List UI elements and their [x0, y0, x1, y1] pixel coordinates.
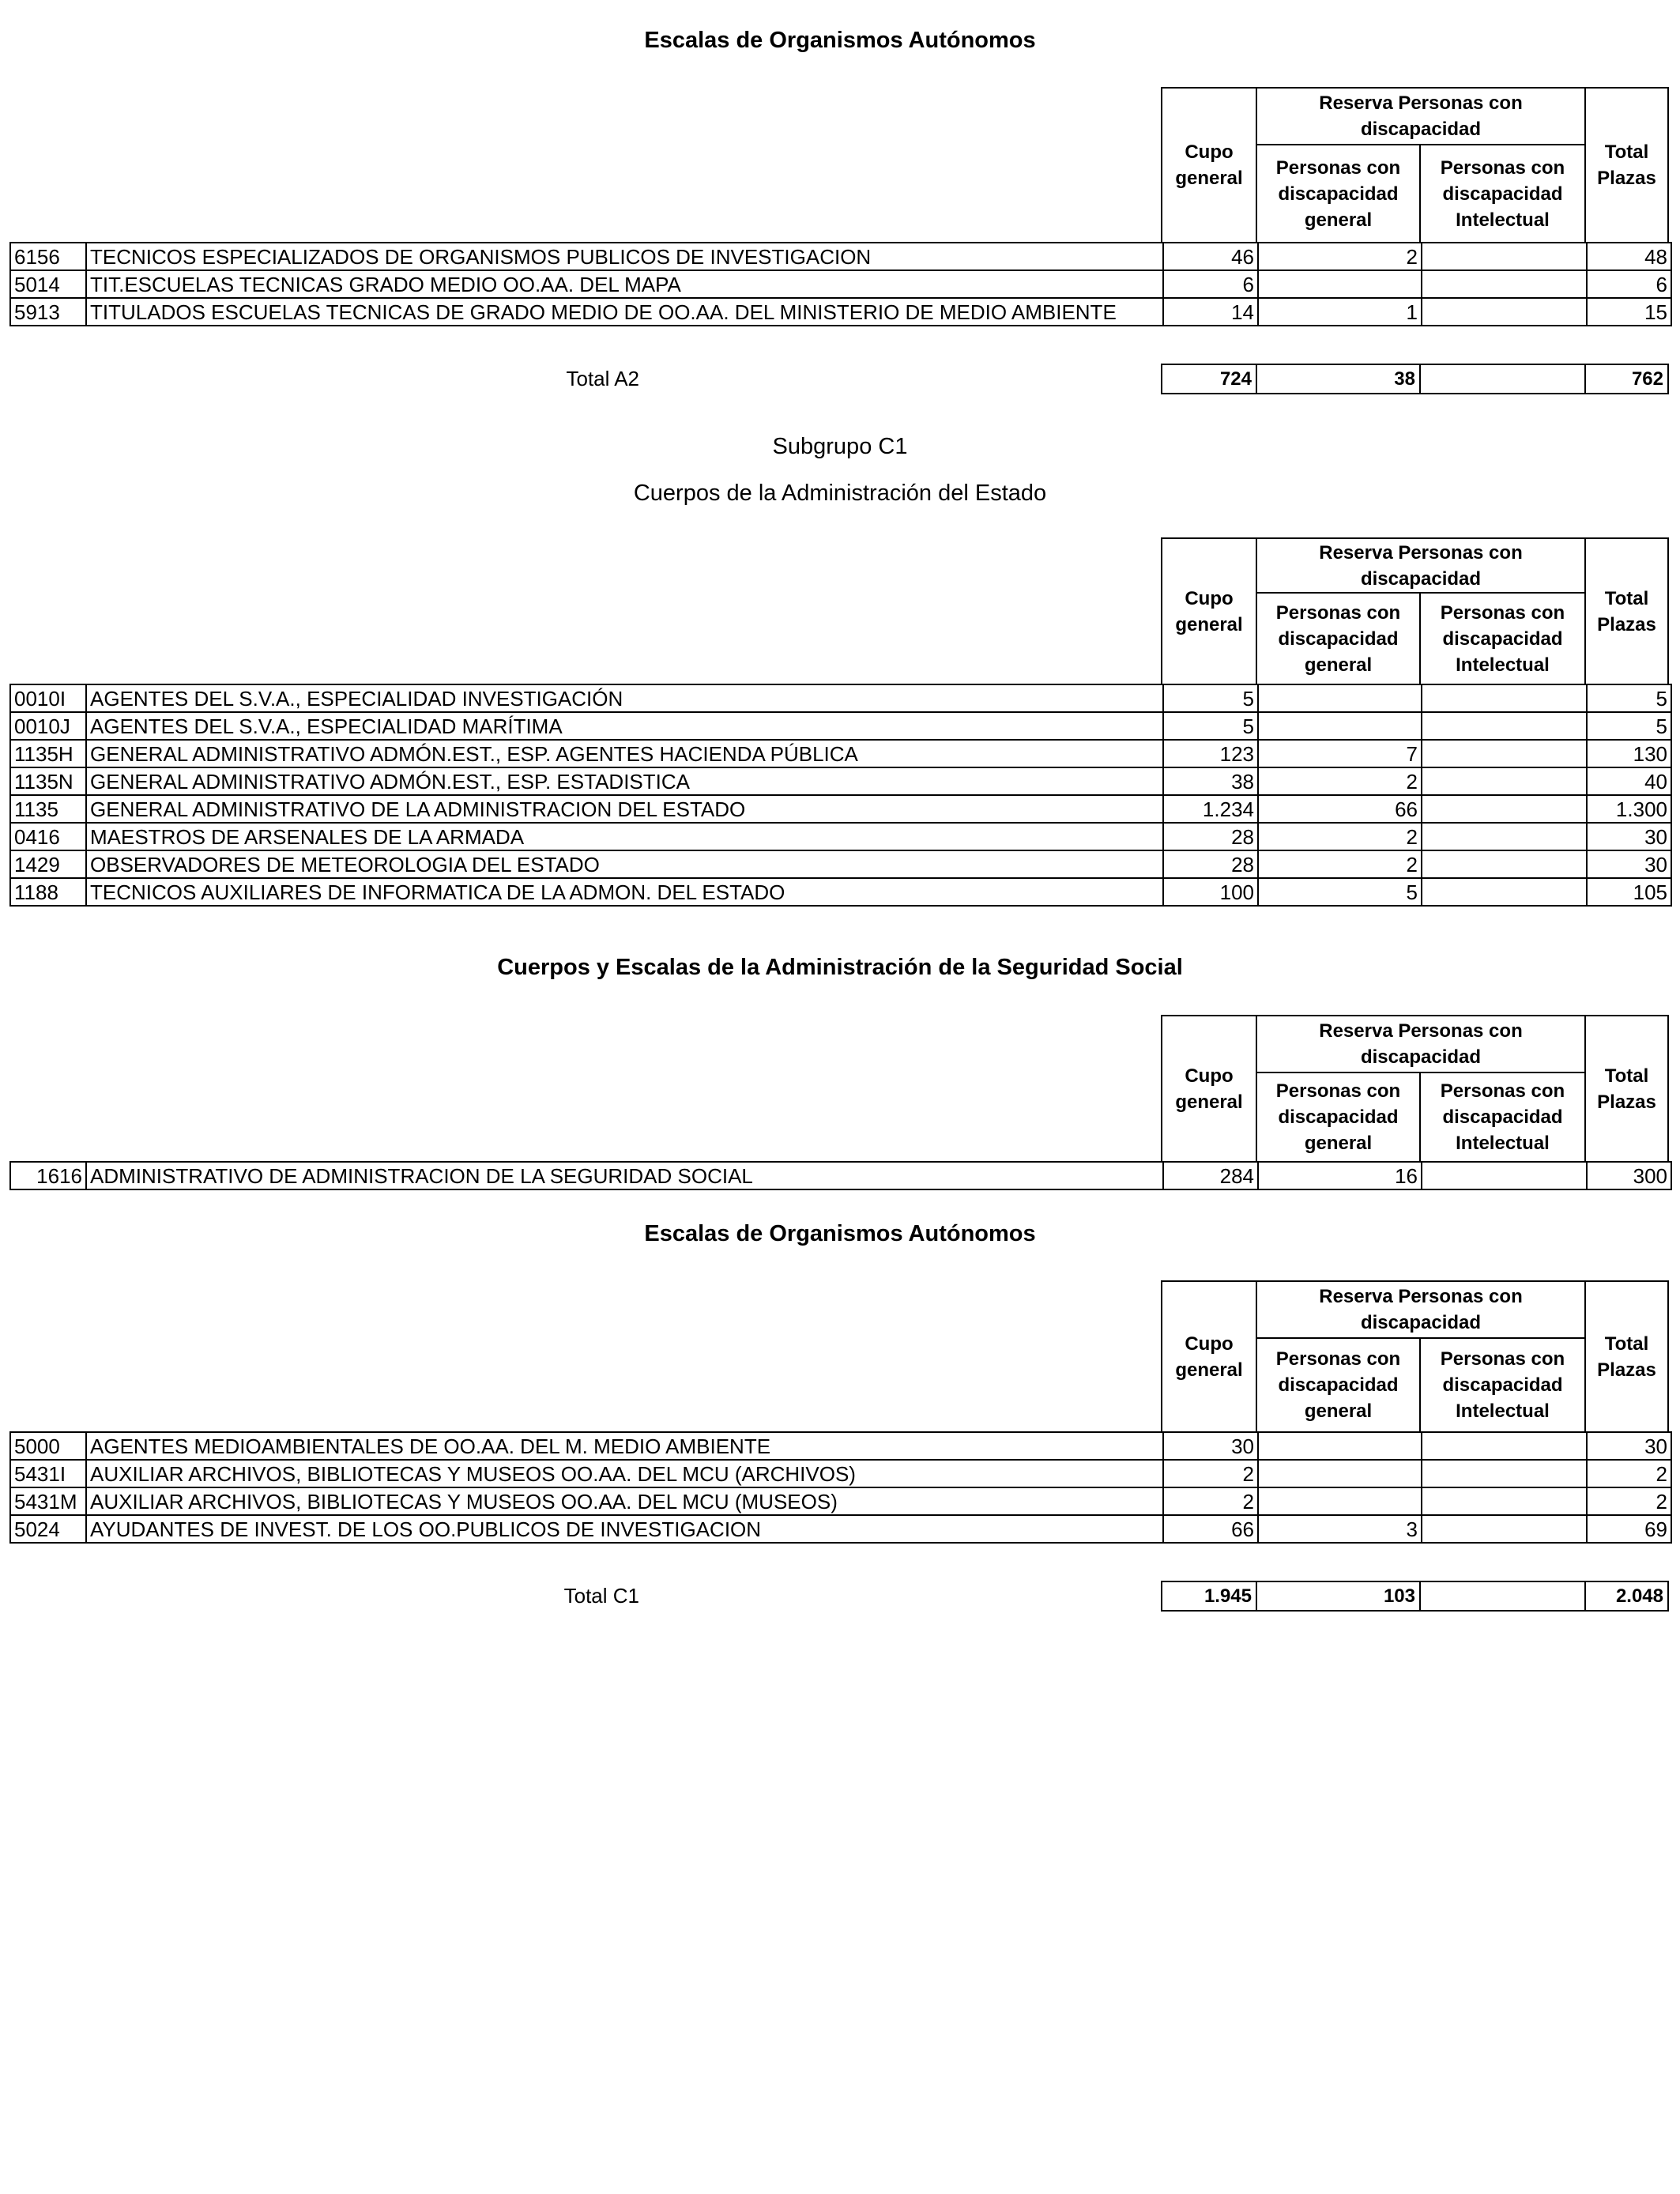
row-disc-intelectual — [1422, 712, 1587, 740]
row-name: AUXILIAR ARCHIVOS, BIBLIOTECAS Y MUSEOS OO.AA. DEL MCU (MUSEOS) — [86, 1487, 1163, 1515]
row-name: GENERAL ADMINISTRATIVO ADMÓN.EST., ESP. ESTADISTICA — [86, 767, 1163, 795]
data-table — [9, 242, 1672, 326]
row-cupo: 100 — [1163, 878, 1258, 906]
row-disc-intelectual — [1422, 298, 1587, 326]
row-disc-intelectual — [1422, 1162, 1587, 1189]
table-row — [10, 712, 1671, 740]
row-disc-intelectual — [1422, 850, 1587, 878]
row-disc-general: 1 — [1258, 298, 1422, 326]
total-cupo: 1.945 — [1161, 1581, 1257, 1612]
row-disc-general — [1258, 1460, 1422, 1487]
row-total: 105 — [1587, 878, 1671, 906]
row-disc-general: 2 — [1258, 823, 1422, 850]
row-code: 5431I — [10, 1460, 86, 1487]
row-name: AGENTES DEL S.V.A., ESPECIALIDAD INVESTIGACIÓN — [86, 684, 1163, 712]
row-disc-general: 66 — [1258, 795, 1422, 823]
row-name: TECNICOS AUXILIARES DE INFORMATICA DE LA ADMON. DEL ESTADO — [86, 878, 1163, 906]
header-total: Total Plazas — [1584, 87, 1669, 243]
row-disc-general: 2 — [1258, 850, 1422, 878]
row-total: 2 — [1587, 1460, 1671, 1487]
header-disc-intelectual: Personas con discapacidad Intelectual — [1419, 592, 1586, 685]
row-disc-intelectual — [1422, 823, 1587, 850]
total-disc-intelectual — [1419, 1581, 1586, 1612]
row-total: 15 — [1587, 298, 1671, 326]
row-disc-intelectual — [1422, 1487, 1587, 1515]
row-cupo: 2 — [1163, 1460, 1258, 1487]
row-code: 1135H — [10, 740, 86, 767]
header-reserva: Reserva Personas con discapacidad — [1256, 1280, 1586, 1339]
section-title: Escalas de Organismos Autónomos — [644, 28, 1036, 53]
header-disc-general: Personas con discapacidad general — [1256, 592, 1421, 685]
row-total: 30 — [1587, 823, 1671, 850]
row-disc-general: 2 — [1258, 243, 1422, 270]
section-title: Cuerpos y Escalas de la Administración de la Seguridad Social — [497, 955, 1183, 980]
row-cupo: 14 — [1163, 298, 1258, 326]
header-disc-intelectual: Personas con discapacidad Intelectual — [1419, 1072, 1586, 1163]
header-reserva: Reserva Personas con discapacidad — [1256, 87, 1586, 145]
row-disc-general: 16 — [1258, 1162, 1422, 1189]
header-cupo: Cupo general — [1161, 1015, 1257, 1163]
row-name: MAESTROS DE ARSENALES DE LA ARMADA — [86, 823, 1163, 850]
table-row — [10, 1162, 1671, 1189]
row-name: TITULADOS ESCUELAS TECNICAS DE GRADO MEDIO DE OO.AA. DEL MINISTERIO DE MEDIO AMBIENTE — [86, 298, 1163, 326]
header-disc-intelectual: Personas con discapacidad Intelectual — [1419, 1337, 1586, 1433]
table-row — [10, 1432, 1671, 1460]
header-disc-intelectual: Personas con discapacidad Intelectual — [1419, 144, 1586, 243]
row-code: 1135N — [10, 767, 86, 795]
header-disc-general: Personas con discapacidad general — [1256, 1337, 1421, 1433]
total-total: 762 — [1584, 364, 1669, 394]
row-code: 1135 — [10, 795, 86, 823]
table-row — [10, 823, 1671, 850]
row-code: 1429 — [10, 850, 86, 878]
row-total: 6 — [1587, 270, 1671, 298]
row-disc-intelectual — [1422, 878, 1587, 906]
row-code: 5913 — [10, 298, 86, 326]
row-code: 0010J — [10, 712, 86, 740]
header-disc-general: Personas con discapacidad general — [1256, 144, 1421, 243]
row-disc-intelectual — [1422, 270, 1587, 298]
row-disc-general — [1258, 270, 1422, 298]
row-name: AUXILIAR ARCHIVOS, BIBLIOTECAS Y MUSEOS OO.AA. DEL MCU (ARCHIVOS) — [86, 1460, 1163, 1487]
row-disc-general: 7 — [1258, 740, 1422, 767]
header-cupo: Cupo general — [1161, 87, 1257, 243]
header-total: Total Plazas — [1584, 1015, 1669, 1163]
row-cupo: 5 — [1163, 712, 1258, 740]
total-label: Total A2 — [566, 367, 639, 390]
row-cupo: 123 — [1163, 740, 1258, 767]
row-name: AYUDANTES DE INVEST. DE LOS OO.PUBLICOS DE INVESTIGACION — [86, 1515, 1163, 1543]
row-name: AGENTES MEDIOAMBIENTALES DE OO.AA. DEL M. MEDIO AMBIENTE — [86, 1432, 1163, 1460]
data-table — [9, 684, 1672, 907]
row-cupo: 284 — [1163, 1162, 1258, 1189]
table-row — [10, 1515, 1671, 1543]
row-disc-intelectual — [1422, 1460, 1587, 1487]
table-row — [10, 795, 1671, 823]
row-disc-general: 5 — [1258, 878, 1422, 906]
section-title: Escalas de Organismos Autónomos — [644, 1221, 1036, 1246]
row-disc-intelectual — [1422, 740, 1587, 767]
row-name: TECNICOS ESPECIALIZADOS DE ORGANISMOS PUBLICOS DE INVESTIGACION — [86, 243, 1163, 270]
row-code: 6156 — [10, 243, 86, 270]
row-cupo: 2 — [1163, 1487, 1258, 1515]
row-total: 69 — [1587, 1515, 1671, 1543]
table-row — [10, 1460, 1671, 1487]
row-cupo: 46 — [1163, 243, 1258, 270]
row-total: 1.300 — [1587, 795, 1671, 823]
row-code: 0416 — [10, 823, 86, 850]
header-cupo: Cupo general — [1161, 1280, 1257, 1433]
total-cupo: 724 — [1161, 364, 1257, 394]
row-disc-intelectual — [1422, 684, 1587, 712]
row-disc-general — [1258, 684, 1422, 712]
row-code: 5000 — [10, 1432, 86, 1460]
row-disc-intelectual — [1422, 243, 1587, 270]
row-code: 5431M — [10, 1487, 86, 1515]
row-disc-general: 3 — [1258, 1515, 1422, 1543]
row-name: ADMINISTRATIVO DE ADMINISTRACION DE LA SEGURIDAD SOCIAL — [86, 1162, 1163, 1189]
table-row — [10, 850, 1671, 878]
row-total: 5 — [1587, 684, 1671, 712]
row-total: 30 — [1587, 1432, 1671, 1460]
row-cupo: 30 — [1163, 1432, 1258, 1460]
header-total: Total Plazas — [1584, 537, 1669, 685]
row-total: 2 — [1587, 1487, 1671, 1515]
row-disc-intelectual — [1422, 795, 1587, 823]
header-reserva: Reserva Personas con discapacidad — [1256, 1015, 1586, 1073]
row-total: 130 — [1587, 740, 1671, 767]
row-cupo: 1.234 — [1163, 795, 1258, 823]
table-row — [10, 270, 1671, 298]
total-disc-intelectual — [1419, 364, 1586, 394]
row-total: 48 — [1587, 243, 1671, 270]
row-cupo: 28 — [1163, 823, 1258, 850]
header-cupo: Cupo general — [1161, 537, 1257, 685]
row-code: 0010I — [10, 684, 86, 712]
data-table — [9, 1431, 1672, 1544]
row-code: 1616 — [10, 1162, 86, 1189]
row-code: 5014 — [10, 270, 86, 298]
header-reserva: Reserva Personas con discapacidad — [1256, 537, 1586, 594]
row-disc-general — [1258, 1432, 1422, 1460]
table-row — [10, 684, 1671, 712]
row-disc-general — [1258, 1487, 1422, 1515]
total-label: Total C1 — [563, 1584, 639, 1608]
row-cupo: 66 — [1163, 1515, 1258, 1543]
row-cupo: 6 — [1163, 270, 1258, 298]
row-disc-intelectual — [1422, 767, 1587, 795]
row-cupo: 5 — [1163, 684, 1258, 712]
header-disc-general: Personas con discapacidad general — [1256, 1072, 1421, 1163]
row-code: 1188 — [10, 878, 86, 906]
table-row — [10, 243, 1671, 270]
header-total: Total Plazas — [1584, 1280, 1669, 1433]
table-row — [10, 740, 1671, 767]
row-total: 30 — [1587, 850, 1671, 878]
row-total: 300 — [1587, 1162, 1671, 1189]
table-row — [10, 878, 1671, 906]
section-title: Cuerpos de la Administración del Estado — [633, 481, 1047, 506]
table-row — [10, 1487, 1671, 1515]
row-disc-general: 2 — [1258, 767, 1422, 795]
row-name: GENERAL ADMINISTRATIVO DE LA ADMINISTRACION DEL ESTADO — [86, 795, 1163, 823]
row-cupo: 38 — [1163, 767, 1258, 795]
row-code: 5024 — [10, 1515, 86, 1543]
row-name: GENERAL ADMINISTRATIVO ADMÓN.EST., ESP. AGENTES HACIENDA PÚBLICA — [86, 740, 1163, 767]
row-total: 40 — [1587, 767, 1671, 795]
total-disc-general: 38 — [1256, 364, 1421, 394]
row-total: 5 — [1587, 712, 1671, 740]
row-name: OBSERVADORES DE METEOROLOGIA DEL ESTADO — [86, 850, 1163, 878]
total-total: 2.048 — [1584, 1581, 1669, 1612]
row-cupo: 28 — [1163, 850, 1258, 878]
row-disc-intelectual — [1422, 1515, 1587, 1543]
row-disc-intelectual — [1422, 1432, 1587, 1460]
subgroup-title: Subgrupo C1 — [772, 434, 908, 459]
table-row — [10, 767, 1671, 795]
data-table — [9, 1161, 1672, 1190]
row-name: AGENTES DEL S.V.A., ESPECIALIDAD MARÍTIMA — [86, 712, 1163, 740]
row-disc-general — [1258, 712, 1422, 740]
row-name: TIT.ESCUELAS TECNICAS GRADO MEDIO OO.AA. DEL MAPA — [86, 270, 1163, 298]
table-row — [10, 298, 1671, 326]
total-disc-general: 103 — [1256, 1581, 1421, 1612]
